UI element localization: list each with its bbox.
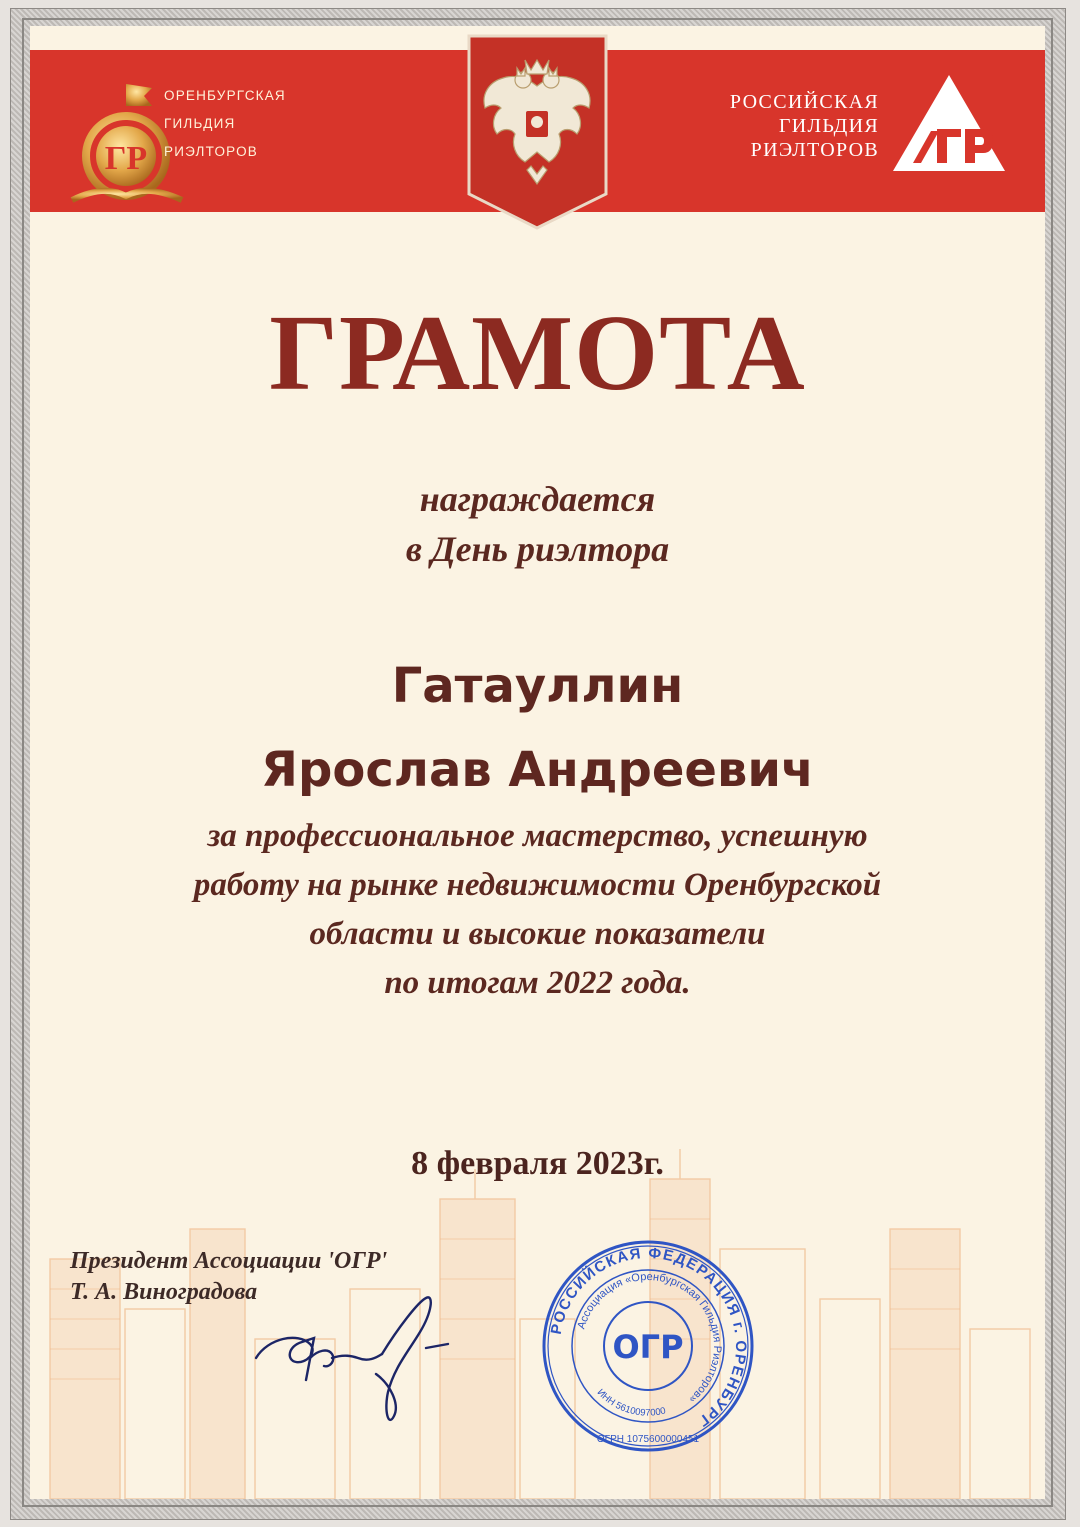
award-date: 8 февраля 2023г. (411, 1145, 664, 1182)
org-left-line1: ОРЕНБУРГСКАЯ (164, 88, 286, 103)
org-left-line3: РИЭЛТОРОВ (164, 144, 258, 159)
awarded-line2: в День риэлтора (405, 529, 670, 569)
svg-text:Ассоциация «Оренбургская Гильд: Ассоциация «Оренбургская Гильдия Риэлторов» (575, 1270, 724, 1406)
awarded-text (30, 474, 1045, 574)
org-right-line1: РОССИЙСКАЯ (729, 91, 879, 113)
organization-stamp (538, 1236, 758, 1456)
signer-position: Президент Ассоциации 'ОГР' (70, 1248, 388, 1274)
signer-name: Т. А. Виноградова (70, 1279, 258, 1305)
recipient-given-names: Ярослав Андреевич (261, 742, 814, 798)
reason-line4: по итогам 2022 года. (384, 965, 691, 1001)
stamp-ogrn: ОГРН 1075600000451 (596, 1434, 700, 1445)
recipient-surname: Гатауллин (391, 658, 684, 714)
org-right-line3: РИЭЛТОРОВ (750, 139, 879, 161)
reason-line3: области и высокие показатели (309, 916, 766, 952)
reason-line1: за профессиональное мастерство, успешную (207, 818, 868, 854)
handwritten-signature (248, 1288, 458, 1438)
award-reason (30, 812, 1045, 1008)
certificate-sheet (30, 26, 1045, 1499)
org-right-line2: ГИЛЬДИЯ (778, 115, 879, 137)
recipient-name (30, 644, 1045, 812)
coat-of-arms-icon (467, 34, 608, 230)
awarded-line1: награждается (419, 479, 656, 519)
org-left-line2: ГИЛЬДИЯ (164, 116, 236, 131)
certificate-title: ГРАМОТА (269, 294, 806, 413)
svg-text:ГР: ГР (104, 140, 148, 177)
svg-text:ИНН 5610097000: ИНН 5610097000 (594, 1387, 667, 1419)
orenburg-guild-name (164, 82, 364, 166)
russian-guild-logo (891, 71, 1009, 175)
stamp-center-text: ОГР (612, 1328, 684, 1366)
svg-text:РОССИЙСКАЯ ФЕДЕРАЦИЯ г. ОРЕНБУ: РОССИЙСКАЯ ФЕДЕРАЦИЯ г. ОРЕНБУРГ (547, 1244, 750, 1431)
reason-line2: работу на рынке недвижимости Оренбургской (193, 867, 882, 903)
russian-guild-name (619, 90, 879, 162)
